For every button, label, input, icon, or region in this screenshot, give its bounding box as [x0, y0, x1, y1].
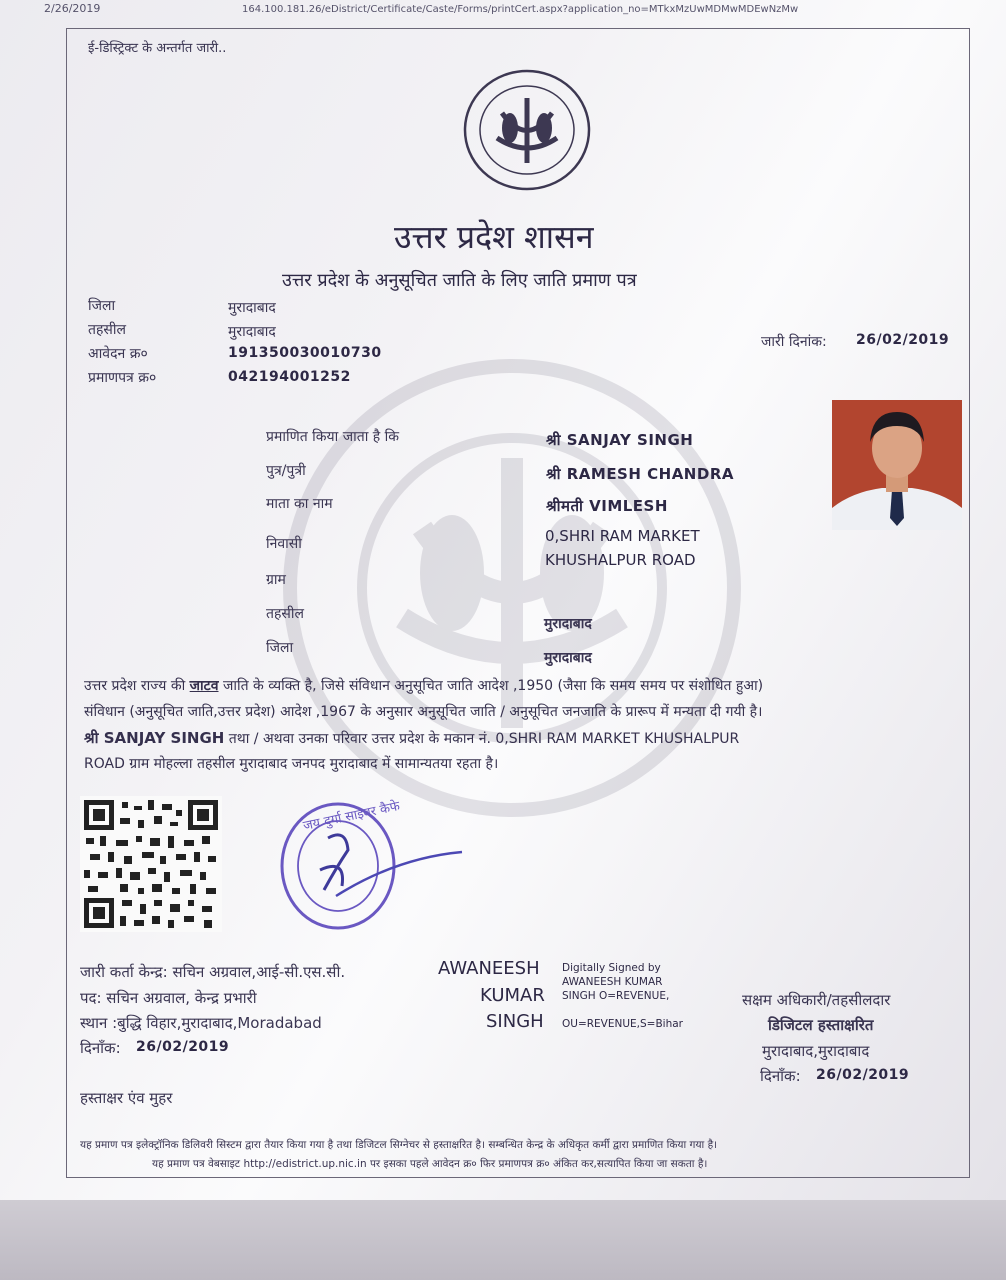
statement-line-4: ROAD ग्राम मोहल्ला तहसील मुरादाबाद जनपद मुरादाबाद में सामान्यतया रहता है। — [84, 756, 499, 772]
mother-name: श्रीमती VIMLESH — [546, 497, 668, 515]
digital-sign-line-1: Digitally Signed by — [562, 962, 661, 974]
signer-name-3: SINGH — [486, 1011, 544, 1032]
issue-date: 26/02/2019 — [856, 332, 950, 348]
village-label: ग्राम — [266, 572, 286, 588]
digital-sign-line-4: OU=REVENUE,S=Bihar — [562, 1018, 683, 1030]
certificate-subtitle: उत्तर प्रदेश के अनुसूचित जाति के लिए जाति प्रमाण पत्र — [282, 270, 637, 291]
meta-label-district: जिला — [88, 298, 116, 314]
meta-label-certificate-no: प्रमाणपत्र क्र० — [88, 370, 157, 386]
officer-date-label: दिनाँक: — [760, 1067, 801, 1085]
statement-line-3 — [84, 728, 739, 748]
statement-line-1-a: उत्तर प्रदेश राज्य की — [84, 678, 186, 694]
meta-value-tehsil: मुरादाबाद — [228, 324, 276, 340]
background-surface — [0, 1200, 1006, 1280]
issuer-post: पद: सचिन अग्रवाल, केन्द्र प्रभारी — [80, 989, 257, 1007]
certificate-title: उत्तर प्रदेश शासन — [394, 218, 594, 256]
signer-name-1: AWANEESH — [438, 958, 540, 979]
address-line-1: 0,SHRI RAM MARKET — [545, 527, 700, 545]
meta-label-application-no: आवेदन क्र० — [88, 346, 148, 362]
district-value: मुरादाबाद — [544, 650, 592, 666]
caste-name: जाटव — [189, 678, 219, 694]
up-emblem-icon — [462, 68, 592, 192]
print-date: 2/26/2019 — [44, 2, 101, 15]
meta-value-certificate-no: 042194001252 — [228, 369, 351, 385]
print-url: 164.100.181.26/eDistrict/Certificate/Caste/Forms/printCert.aspx?application_no=MTkxMzUwMDMwMDEwNzMw — [242, 4, 799, 15]
signer-name-2: KUMAR — [480, 985, 545, 1006]
tehsil-value: मुरादाबाद — [544, 616, 592, 632]
district-label: जिला — [266, 640, 294, 656]
father-name: श्री RAMESH CHANDRA — [546, 465, 734, 483]
meta-label-tehsil: तहसील — [88, 322, 126, 338]
address-line-2: KHUSHALPUR ROAD — [545, 551, 696, 569]
issuer-date: 26/02/2019 — [136, 1039, 230, 1055]
issuer-date-label: दिनाँक: — [80, 1039, 121, 1057]
certified-label: प्रमाणित किया जाता है कि — [266, 429, 400, 445]
applicant-name: श्री SANJAY SINGH — [546, 431, 694, 449]
resident-label: निवासी — [266, 536, 302, 552]
tehsil-label: तहसील — [266, 606, 304, 622]
statement-line-2: संविधान (अनुसूचित जाति,उत्तर प्रदेश) आदेश ,1967 के अनुसार अनुसूचित जाति / अनुसूचित जनजाति के प्रारूप में मन्यता दी गयी है। — [84, 704, 763, 720]
footer-line-2: यह प्रमाण पत्र वेबसाइट http://edistrict.up.nic.in पर इसका पहले आवेदन क्र० फिर प्रमाणपत्र क्र० अंकित कर,सत्यापित किया जा सकता है। — [152, 1158, 708, 1170]
statement-name: श्री SANJAY SINGH — [84, 729, 225, 747]
officer-title: सक्षम अधिकारी/तहसीलदार — [742, 991, 891, 1009]
statement-line-1 — [84, 676, 763, 695]
officer-date: 26/02/2019 — [816, 1067, 910, 1083]
meta-value-district: मुरादाबाद — [228, 300, 276, 316]
sign-seal-label: हस्ताक्षर एंव मुहर — [80, 1089, 173, 1107]
issuer-center: जारी कर्ता केन्द्र: सचिन अग्रवाल,आई-सी.एस.सी. — [80, 963, 346, 981]
issuer-place: स्थान :बुद्धि विहार,मुरादाबाद,Moradabad — [80, 1014, 322, 1032]
digital-sign-line-2: AWANEESH KUMAR — [562, 976, 663, 988]
applicant-photo — [832, 400, 962, 530]
digital-sign-line-3: SINGH O=REVENUE, — [562, 990, 670, 1002]
top-note: ई-डिस्ट्रिक्ट के अन्तर्गत जारी.. — [88, 41, 227, 56]
footer-line-1: यह प्रमाण पत्र इलेक्ट्रॉनिक डिलिवरी सिस्टम द्वारा तैयार किया गया है तथा डिजिटल सिग्नेचर से हस्ताक्षरित है। सम्बन्धित केन्द्र के अधिकृत कर्मी द्वारा प्रमाणित किया गया है। — [80, 1139, 718, 1151]
issue-date-label: जारी दिनांक: — [761, 334, 827, 350]
son-label: पुत्र/पुत्री — [266, 463, 306, 479]
qr-code-icon — [80, 796, 222, 932]
officer-signed: डिजिटल हस्ताक्षरित — [768, 1016, 874, 1034]
officer-place: मुरादाबाद,मुरादाबाद — [762, 1042, 870, 1060]
mother-label: माता का नाम — [266, 496, 333, 512]
statement-line-1-b: जाति के व्यक्ति है, जिसे संविधान अनुसूचित जाति आदेश ,1950 (जैसा कि समय समय पर संशोधित हुआ) — [222, 678, 764, 694]
statement-line-3-rest: तथा / अथवा उनका परिवार उत्तर प्रदेश के मकान नं. 0,SHRI RAM MARKET KHUSHALPUR — [228, 731, 740, 747]
stamp-text: जय दुर्गा साइबर कैफे — [301, 798, 402, 835]
meta-value-application-no: 191350030010730 — [228, 345, 382, 361]
